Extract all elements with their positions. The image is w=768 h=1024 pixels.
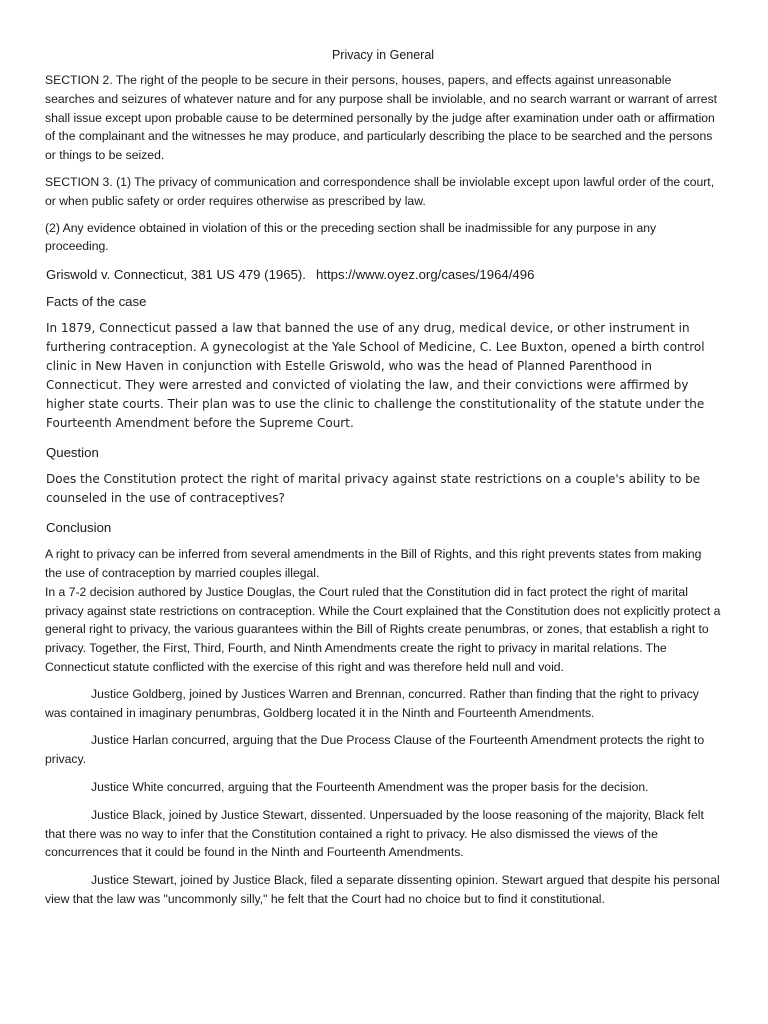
section-3-2-paragraph: (2) Any evidence obtained in violation of this or the preceding section shall be inadmissible for any purpose in any proceeding.: [45, 220, 657, 254]
white-concurrence: Justice White concurred, arguing that the Fourteenth Amendment was the proper basis for the decision.: [91, 779, 649, 794]
case-title: Griswold v. Connecticut, 381 US 479 (1965).: [46, 267, 306, 283]
case-url: https://www.oyez.org/cases/1964/496: [315, 267, 535, 283]
facts-heading: Facts of the case: [46, 294, 147, 310]
section-3-paragraph: SECTION 3. (1) The privacy of communication and correspondence shall be inviolable except upon lawful order of the court, or when public safety or order requires otherwise as prescribed by law.: [45, 174, 715, 208]
facts-text: In 1879, Connecticut passed a law that banned the use of any drug, medical device, or other instrument in furthering contraception. A gynecologist at the Yale School of Medicine, C. Lee Buxton, opened a birth control clinic in New Haven in conjunction with Estelle Griswold, who was the head of Planned Parenthood in Connecticut. They were arrested and convicted of violating the law, and their convictions were affirmed by higher state courts. Their plan was to use the clinic to challenge the constitutionality of the statute under the Fourteenth Amendment before the Supreme Court.: [46, 321, 705, 431]
stewart-dissent: Justice Stewart, joined by Justice Black, filed a separate dissenting opinion. Stewart argued that despite his personal view that the law was "uncommonly silly," he felt that the Court had no choice but to find it constitutional.: [45, 873, 720, 906]
question-text: Does the Constitution protect the right of marital privacy against state restrictions on a couple's ability to be counseled in the use of contraceptives?: [46, 472, 701, 506]
harlan-concurrence: Justice Harlan concurred, arguing that the Due Process Clause of the Fourteenth Amendment protects the right to privacy.: [45, 733, 705, 767]
goldberg-concurrence: Justice Goldberg, joined by Justices Warren and Brennan, concurred. Rather than finding that the right to privacy was contained in imaginary penumbras, Goldberg located it in the Ninth and Fourteenth Amendments.: [45, 686, 699, 720]
document-title: Privacy in General: [331, 48, 435, 62]
conclusion-heading: Conclusion: [46, 520, 112, 536]
conclusion-paragraph-1: A right to privacy can be inferred from several amendments in the Bill of Rights, and this right prevents states from making the use of contraception by married couples illegal.: [45, 547, 702, 580]
document-page: [45, 44, 721, 918]
conclusion-paragraph-2: In a 7-2 decision authored by Justice Douglas, the Court ruled that the Constitution did in fact protect the right of marital privacy against state restrictions on contraception. While the Court explained that the Constitution does not explicitly protect a general right to privacy, the various guarantees within the Bill of Rights create penumbras, or zones, that establish a right to privacy. Together, the First, Third, Fourth, and Ninth Amendments create the right to privacy in marital relations. The Connecticut statute conflicted with the exercise of this right and was therefore held null and void.: [45, 584, 721, 674]
section-2-paragraph: SECTION 2. The right of the people to be secure in their persons, houses, papers, and effects against unreasonable searches and seizures of whatever nature and for any purpose shall be inviolable, and no search warrant or warrant of arrest shall issue except upon probable cause to be determined personally by the judge after examination under oath or affirmation of the complainant and the witnesses he may produce, and particularly describing the place to be searched and the persons or things to be seized.: [45, 73, 718, 163]
question-heading: Question: [46, 445, 99, 461]
black-dissent: Justice Black, joined by Justice Stewart, dissented. Unpersuaded by the loose reasoning of the majority, Black felt that there was no way to infer that the Constitution contained a right to privacy. He also dismissed the views of the concurrences that it could be found in the Ninth and Fourteenth Amendments.: [45, 807, 704, 860]
case-heading: [46, 264, 721, 286]
